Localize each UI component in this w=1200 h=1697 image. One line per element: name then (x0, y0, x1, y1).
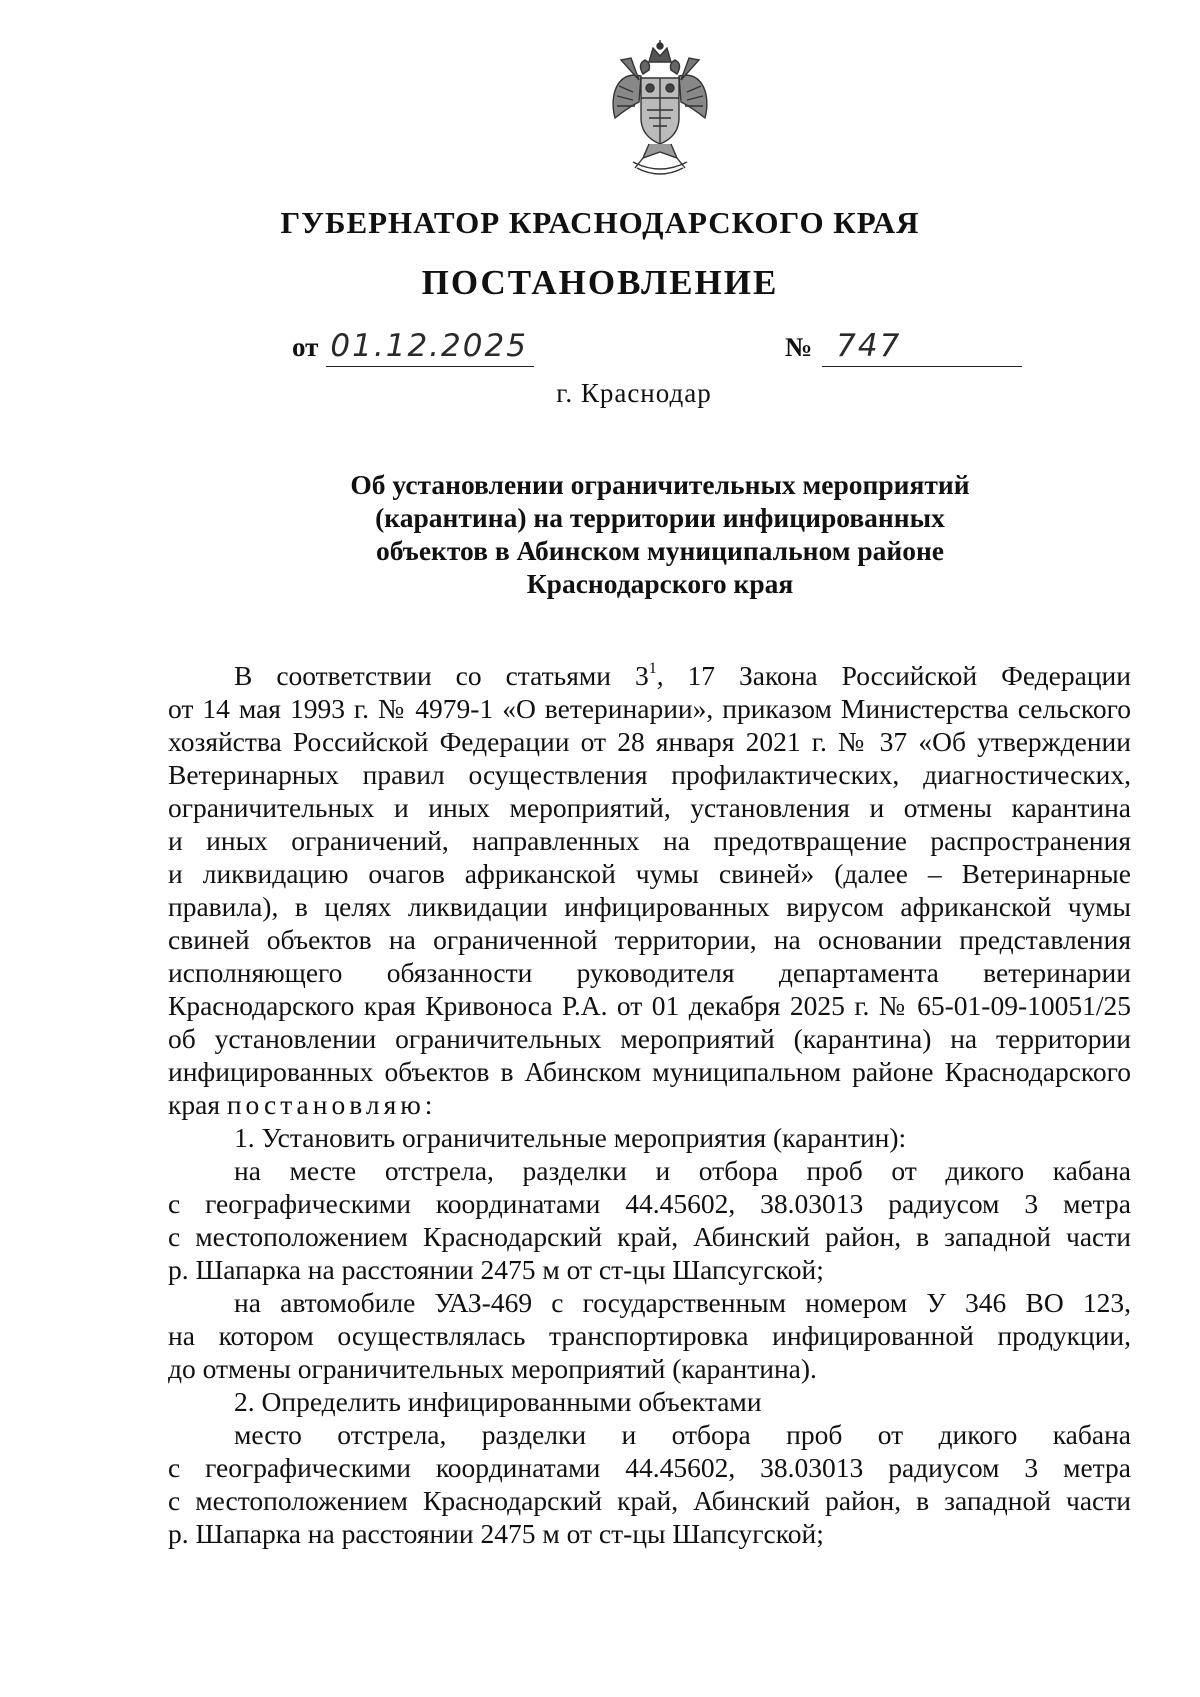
title-line: Краснодарского края (526, 568, 794, 599)
body-line: Ветеринарных правил осуществления профилактических, диагностических, (168, 759, 1131, 790)
document-date (292, 328, 534, 367)
document-number (785, 328, 1022, 367)
title-line: (карантина) на территории инфицированных (375, 502, 945, 533)
body-line: место отстрела, разделки и отбора проб от дикого кабана (234, 1419, 1131, 1450)
body-line: на месте отстрела, разделки и отбора проб от дикого кабана (234, 1155, 1131, 1186)
body-line: р. Шапарка на расстоянии 2475 м от ст-цы Шапсугской; (168, 1254, 824, 1285)
body-line: инфицированных объектов в Абинском муниципальном районе Краснодарского (168, 1056, 1131, 1087)
city-line: г. Краснодар (556, 378, 712, 408)
body-line: на автомобиле УАЗ-469 с государственным номером У 346 ВО 123, (234, 1287, 1131, 1318)
document-body (168, 659, 1131, 1550)
body-line: правила), в целях ликвидации инфицированных вирусом африканской чумы (168, 891, 1131, 922)
body-line (168, 1088, 1131, 1121)
body-text: края (168, 1089, 227, 1120)
body-text: , 17 Закона Российской Федерации (656, 660, 1131, 691)
body-line: на котором осуществлялась транспортировка инфицированной продукции, (168, 1320, 1131, 1351)
number-value: 747 (822, 328, 1022, 367)
authority-heading: ГУБЕРНАТОР КРАСНОДАРСКОГО КРАЯ (280, 205, 920, 240)
body-line: и иных ограничений, направленных на предотвращение распространения (168, 825, 1131, 856)
body-line: и ликвидацию очагов африканской чумы свиней» (далее – Ветеринарные (168, 858, 1131, 889)
number-prefix: № (785, 332, 813, 362)
body-line: хозяйства Российской Федерации от 28 января 2021 г. № 37 «Об утверждении (168, 726, 1131, 757)
body-line: до отмены ограничительных мероприятий (карантина). (168, 1353, 817, 1384)
body-line: от 14 мая 1993 г. № 4979-1 «О ветеринарии», приказом Министерства сельского (168, 693, 1131, 724)
body-line: 2. Определить инфицированными объектами (234, 1386, 762, 1417)
title-line: объектов в Абинском муниципальном районе (375, 535, 945, 566)
document-type-heading: ПОСТАНОВЛЕНИЕ (421, 263, 779, 302)
body-line (168, 659, 1131, 692)
superscript: 1 (648, 659, 657, 677)
body-line: с географическими координатами 44.45602, 38.03013 радиусом 3 метра (168, 1452, 1131, 1483)
body-line: р. Шапарка на расстоянии 2475 м от ст-цы Шапсугской; (168, 1518, 824, 1549)
body-line: Краснодарского края Кривоноса Р.А. от 01 декабря 2025 г. № 65-01-09-10051/25 (168, 990, 1131, 1021)
body-line: с местоположением Краснодарский край, Абинский район, в западной части (168, 1485, 1131, 1516)
body-line: с местоположением Краснодарский край, Абинский район, в западной части (168, 1221, 1131, 1252)
body-line: об установлении ограничительных мероприятий (карантина) на территории (168, 1023, 1131, 1054)
body-line: 1. Установить ограничительные мероприятия (карантин): (234, 1122, 907, 1153)
body-line: свиней объектов на ограниченной территории, на основании представления (168, 924, 1131, 955)
date-value: 01.12.2025 (326, 328, 534, 367)
body-line: исполняющего обязанности руководителя департамента ветеринарии (168, 957, 1131, 988)
body-text: В соответствии со статьями 3 (234, 660, 649, 691)
body-line: ограничительных и иных мероприятий, установления и отмены карантина (168, 792, 1131, 823)
body-line: с географическими координатами 44.45602, 38.03013 радиусом 3 метра (168, 1188, 1131, 1219)
coat-of-arms-icon (603, 40, 718, 182)
document-title (300, 468, 1020, 600)
title-line: Об установлении ограничительных мероприятий (350, 469, 970, 500)
date-prefix: от (292, 332, 319, 362)
resolution-word: постановляю: (226, 1089, 437, 1120)
